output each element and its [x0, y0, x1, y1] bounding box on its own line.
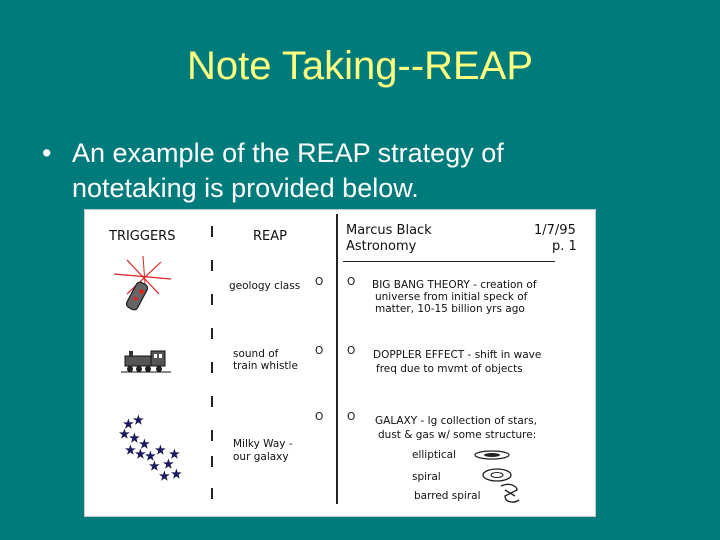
stars-icon [115, 414, 187, 486]
reap-notes-figure [84, 209, 596, 517]
bullet-text: An example of the REAP strategy of notetaking is provided below. [72, 138, 504, 203]
elliptical-galaxy-icon [472, 448, 512, 462]
circle-mark: O [347, 411, 356, 423]
circle-mark: O [315, 276, 324, 288]
svg-text:★: ★ [145, 449, 156, 463]
divider-tick [211, 488, 213, 499]
note-line: matter, 10-15 billion yrs ago [375, 303, 525, 315]
svg-text:★: ★ [169, 447, 180, 461]
circle-mark: O [315, 411, 324, 423]
note-line: GALAXY - lg collection of stars, [375, 415, 537, 427]
slide-title: Note Taking--REAP [186, 44, 534, 88]
subject-name: Astronomy [346, 239, 417, 254]
reap-note: train whistle [233, 360, 298, 372]
divider-tick [211, 362, 213, 373]
divider-tick [211, 294, 213, 305]
divider-tick [211, 226, 213, 237]
note-line: universe from initial speck of [375, 291, 528, 303]
reap-note: sound of [233, 348, 279, 360]
bullet-marker: • [42, 138, 52, 168]
galaxy-type: elliptical [412, 449, 457, 461]
note-line: freq due to mvmt of objects [376, 363, 523, 375]
note-date: 1/7/95 [534, 223, 576, 238]
reap-note: our galaxy [233, 451, 289, 463]
svg-text:★: ★ [129, 431, 140, 445]
rocket-icon [109, 254, 179, 316]
divider-tick [211, 396, 213, 407]
svg-text:★: ★ [171, 467, 182, 481]
galaxy-type: spiral [412, 471, 441, 483]
column-divider [336, 214, 338, 504]
svg-text:★: ★ [155, 443, 166, 457]
student-name: Marcus Black [346, 223, 432, 238]
divider-tick [211, 430, 213, 441]
triggers-header: TRIGGERS [109, 229, 176, 244]
svg-text:★: ★ [119, 427, 130, 441]
circle-mark: O [347, 345, 356, 357]
train-icon [121, 348, 171, 374]
barred-spiral-galaxy-icon [495, 480, 525, 506]
svg-text:★: ★ [159, 469, 170, 483]
divider-tick [211, 456, 213, 467]
svg-text:★: ★ [125, 443, 136, 457]
svg-text:★: ★ [133, 414, 144, 427]
svg-text:★: ★ [139, 437, 150, 451]
divider-tick [211, 328, 213, 339]
svg-text:★: ★ [163, 457, 174, 471]
reap-header: REAP [253, 229, 287, 244]
svg-text:★: ★ [149, 459, 160, 473]
page-number: p. 1 [552, 239, 577, 254]
note-line: dust & gas w/ some structure: [378, 429, 537, 441]
circle-mark: O [315, 345, 324, 357]
reap-note: Milky Way - [233, 438, 293, 450]
svg-text:★: ★ [135, 447, 146, 461]
svg-text:★: ★ [123, 417, 134, 431]
note-line: DOPPLER EFFECT - shift in wave [373, 349, 542, 361]
header-underline [343, 261, 555, 262]
circle-mark: O [347, 276, 356, 288]
divider-tick [211, 260, 213, 271]
reap-note: geology class [229, 280, 301, 292]
galaxy-type: barred spiral [414, 490, 481, 502]
note-line: BIG BANG THEORY - creation of [372, 279, 537, 291]
